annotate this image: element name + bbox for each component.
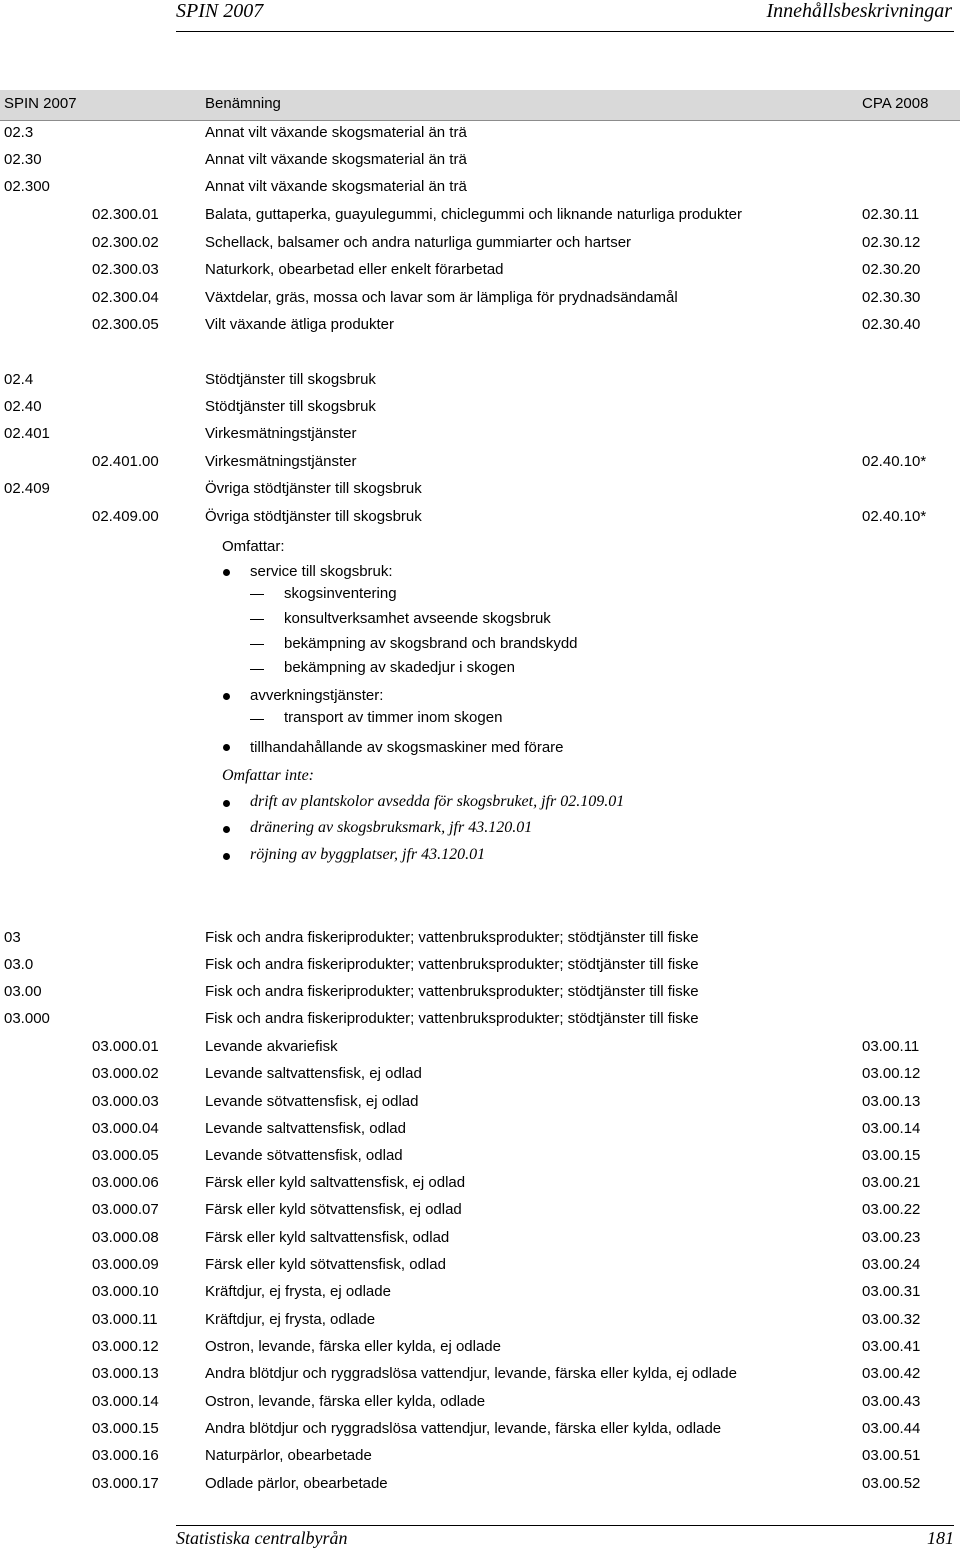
table-row: [0, 1147, 960, 1167]
include-subitem: bekämpning av skogsbrand och brandskydd: [284, 635, 578, 652]
code-cell: 02.300: [4, 178, 50, 195]
code-cell: 02.30: [4, 151, 42, 168]
code-cell: 02.401: [4, 425, 50, 442]
cpa-cell: 03.00.15: [862, 1147, 921, 1164]
subcode-cell: 03.000.02: [92, 1065, 159, 1082]
column-code: SPIN 2007: [4, 95, 77, 112]
subcode-cell: 02.401.00: [92, 453, 159, 470]
subcode-cell: 02.300.04: [92, 289, 159, 306]
cpa-cell: 02.30.11: [862, 206, 920, 223]
name-cell: Schellack, balsamer och andra naturliga gummiarter och hartser: [205, 234, 632, 251]
table-row: [0, 1093, 960, 1113]
name-cell: Annat vilt växande skogsmaterial än trä: [205, 151, 467, 168]
cpa-cell: 02.30.20: [862, 261, 921, 278]
cpa-cell: 03.00.11: [862, 1038, 920, 1055]
subcode-cell: 02.300.01: [92, 206, 159, 223]
excludes-label: Omfattar inte:: [222, 767, 314, 784]
include-item: service till skogsbruk:: [250, 563, 393, 580]
subcode-cell: 03.000.01: [92, 1038, 159, 1055]
name-cell: Fisk och andra fiskeriprodukter; vattenbruksprodukter; stödtjänster till fiske: [205, 929, 699, 946]
table-row: [0, 1010, 960, 1030]
name-cell: Fisk och andra fiskeriprodukter; vattenbruksprodukter; stödtjänster till fiske: [205, 956, 699, 973]
include-subitem: transport av timmer inom skogen: [284, 709, 503, 726]
cpa-cell: 03.00.44: [862, 1420, 921, 1437]
cpa-cell: 03.00.43: [862, 1393, 921, 1410]
bullet-icon: [223, 569, 230, 576]
subcode-cell: 03.000.04: [92, 1120, 159, 1137]
bullet-icon: [223, 693, 230, 700]
subcode-cell: 03.000.06: [92, 1174, 159, 1191]
subcode-cell: 03.000.15: [92, 1420, 159, 1437]
cpa-cell: 03.00.24: [862, 1256, 921, 1273]
name-cell: Växtdelar, gräs, mossa och lavar som är lämpliga för prydnadsändamål: [205, 289, 678, 306]
subcode-cell: 02.300.03: [92, 261, 159, 278]
dash-icon: [250, 644, 264, 645]
table-row: [0, 206, 960, 226]
subcode-cell: 03.000.16: [92, 1447, 159, 1464]
name-cell: Färsk eller kyld saltvattensfisk, ej odlad: [205, 1174, 466, 1191]
name-cell: Färsk eller kyld saltvattensfisk, odlad: [205, 1229, 450, 1246]
exclude-item: röjning av byggplatser, jfr 43.120.01: [250, 846, 486, 863]
name-cell: Naturkork, obearbetad eller enkelt förarbetad: [205, 261, 504, 278]
code-cell: 02.409: [4, 480, 50, 497]
cpa-cell: 03.00.22: [862, 1201, 921, 1218]
table-row: [0, 398, 960, 418]
subcode-cell: 03.000.05: [92, 1147, 159, 1164]
table-row: [0, 1038, 960, 1058]
table-row: [0, 1420, 960, 1440]
cpa-cell: 03.00.14: [862, 1120, 921, 1137]
cpa-cell: 03.00.31: [862, 1283, 921, 1300]
table-row: [0, 1475, 960, 1495]
dash-icon: [250, 594, 264, 595]
code-cell: 03.00: [4, 983, 42, 1000]
dash-icon: [250, 619, 264, 620]
name-cell: Levande saltvattensfisk, ej odlad: [205, 1065, 422, 1082]
table-row: [0, 316, 960, 336]
name-cell: Vilt växande ätliga produkter: [205, 316, 395, 333]
name-cell: Levande saltvattensfisk, odlad: [205, 1120, 406, 1137]
cpa-cell: 03.00.12: [862, 1065, 921, 1082]
name-cell: Annat vilt växande skogsmaterial än trä: [205, 124, 467, 141]
column-cpa: CPA 2008: [862, 95, 929, 112]
table-row: [0, 151, 960, 171]
name-cell: Annat vilt växande skogsmaterial än trä: [205, 178, 467, 195]
table-row: [0, 453, 960, 473]
table-row: [0, 508, 960, 528]
subcode-cell: 03.000.13: [92, 1365, 159, 1382]
code-cell: 02.4: [4, 371, 34, 388]
cpa-cell: 03.00.23: [862, 1229, 921, 1246]
name-cell: Övriga stödtjänster till skogsbruk: [205, 480, 422, 497]
exclude-item: drift av plantskolor avsedda för skogsbruket, jfr 02.109.01: [250, 793, 625, 810]
table-row: [0, 929, 960, 949]
table-row: [0, 480, 960, 500]
bullet-icon: [223, 800, 230, 807]
cpa-cell: 02.30.40: [862, 316, 921, 333]
subcode-cell: 02.409.00: [92, 508, 159, 525]
table-row: [0, 1365, 960, 1385]
header-rule: [176, 31, 954, 32]
name-cell: Färsk eller kyld sötvattensfisk, ej odlad: [205, 1201, 462, 1218]
page-footer: [0, 1520, 960, 1553]
exclude-item: dränering av skogsbruksmark, jfr 43.120.01: [250, 819, 533, 836]
subcode-cell: 03.000.03: [92, 1093, 159, 1110]
name-cell: Fisk och andra fiskeriprodukter; vattenbruksprodukter; stödtjänster till fiske: [205, 983, 699, 1000]
footer-publisher: Statistiska centralbyrån: [176, 1528, 348, 1548]
code-cell: 02.40: [4, 398, 42, 415]
page-number: 181: [927, 1528, 954, 1548]
include-subitem: skogsinventering: [284, 585, 397, 602]
table-row: [0, 124, 960, 144]
cpa-cell: 03.00.13: [862, 1093, 921, 1110]
name-cell: Odlade pärlor, obearbetade: [205, 1475, 388, 1492]
table-row: [0, 1311, 960, 1331]
name-cell: Virkesmätningstjänster: [205, 425, 357, 442]
name-cell: Ostron, levande, färska eller kylda, ej odlade: [205, 1338, 501, 1355]
table-row: [0, 1447, 960, 1467]
name-cell: Stödtjänster till skogsbruk: [205, 371, 376, 388]
cpa-cell: 02.40.10*: [862, 508, 927, 525]
name-cell: Kräftdjur, ej frysta, ej odlade: [205, 1283, 391, 1300]
name-cell: Levande akvariefisk: [205, 1038, 338, 1055]
cpa-cell: 03.00.21: [862, 1174, 921, 1191]
name-cell: Övriga stödtjänster till skogsbruk: [205, 508, 422, 525]
name-cell: Balata, guttaperka, guayulegummi, chiclegummi och liknande naturliga produkter: [205, 206, 742, 223]
dash-icon: [250, 719, 264, 720]
cpa-cell: 02.30.30: [862, 289, 921, 306]
page-header: [0, 0, 960, 40]
header-section-title: Innehållsbeskrivningar: [766, 0, 952, 22]
cpa-cell: 03.00.41: [862, 1338, 921, 1355]
include-subitem: bekämpning av skadedjur i skogen: [284, 659, 515, 676]
code-cell: 03.000: [4, 1010, 50, 1027]
subcode-cell: 03.000.07: [92, 1201, 159, 1218]
include-subitem: konsultverksamhet avseende skogsbruk: [284, 610, 551, 627]
name-cell: Andra blötdjur och ryggradslösa vattendjur, levande, färska eller kylda, ej odlade: [205, 1365, 737, 1382]
table-row: [0, 425, 960, 445]
table-row: [0, 1201, 960, 1221]
subcode-cell: 03.000.14: [92, 1393, 159, 1410]
table-row: [0, 261, 960, 281]
table-row: [0, 371, 960, 391]
name-cell: Kräftdjur, ej frysta, odlade: [205, 1311, 376, 1328]
table-row: [0, 1174, 960, 1194]
table-row: [0, 1229, 960, 1249]
subcode-cell: 03.000.09: [92, 1256, 159, 1273]
bullet-icon: [223, 853, 230, 860]
bullet-icon: [223, 826, 230, 833]
name-cell: Ostron, levande, färska eller kylda, odlade: [205, 1393, 486, 1410]
name-cell: Levande sötvattensfisk, odlad: [205, 1147, 403, 1164]
cpa-cell: 02.40.10*: [862, 453, 927, 470]
includes-label: Omfattar:: [222, 538, 285, 555]
table-row: [0, 234, 960, 254]
name-cell: Stödtjänster till skogsbruk: [205, 398, 376, 415]
table-row: [0, 1256, 960, 1276]
cpa-cell: 03.00.32: [862, 1311, 921, 1328]
table-row: [0, 289, 960, 309]
subcode-cell: 03.000.17: [92, 1475, 159, 1492]
table-row: [0, 1283, 960, 1303]
table-row: [0, 956, 960, 976]
subcode-cell: 03.000.10: [92, 1283, 159, 1300]
table-row: [0, 1120, 960, 1140]
subcode-cell: 03.000.11: [92, 1311, 158, 1328]
header-publication: SPIN 2007: [176, 0, 264, 22]
column-name: Benämning: [205, 95, 281, 112]
name-cell: Virkesmätningstjänster: [205, 453, 357, 470]
subcode-cell: 03.000.08: [92, 1229, 159, 1246]
cpa-cell: 03.00.51: [862, 1447, 921, 1464]
name-cell: Fisk och andra fiskeriprodukter; vattenbruksprodukter; stödtjänster till fiske: [205, 1010, 699, 1027]
cpa-cell: 02.30.12: [862, 234, 921, 251]
name-cell: Naturpärlor, obearbetade: [205, 1447, 372, 1464]
table-column-header: [0, 90, 960, 121]
subcode-cell: 02.300.05: [92, 316, 159, 333]
table-row: [0, 983, 960, 1003]
include-item: avverkningstjänster:: [250, 687, 384, 704]
name-cell: Färsk eller kyld sötvattensfisk, odlad: [205, 1256, 446, 1273]
code-cell: 03.0: [4, 956, 34, 973]
footer-rule: [176, 1525, 954, 1526]
subcode-cell: 02.300.02: [92, 234, 159, 251]
code-cell: 02.3: [4, 124, 34, 141]
cpa-cell: 03.00.42: [862, 1365, 921, 1382]
code-cell: 03: [4, 929, 21, 946]
bullet-icon: [223, 744, 230, 751]
name-cell: Andra blötdjur och ryggradslösa vattendjur, levande, färska eller kylda, odlade: [205, 1420, 722, 1437]
name-cell: Levande sötvattensfisk, ej odlad: [205, 1093, 419, 1110]
dash-icon: [250, 669, 264, 670]
table-row: [0, 1393, 960, 1413]
table-row: [0, 1338, 960, 1358]
subcode-cell: 03.000.12: [92, 1338, 159, 1355]
include-item: tillhandahållande av skogsmaskiner med förare: [250, 739, 564, 756]
cpa-cell: 03.00.52: [862, 1475, 921, 1492]
table-row: [0, 178, 960, 198]
table-row: [0, 1065, 960, 1085]
